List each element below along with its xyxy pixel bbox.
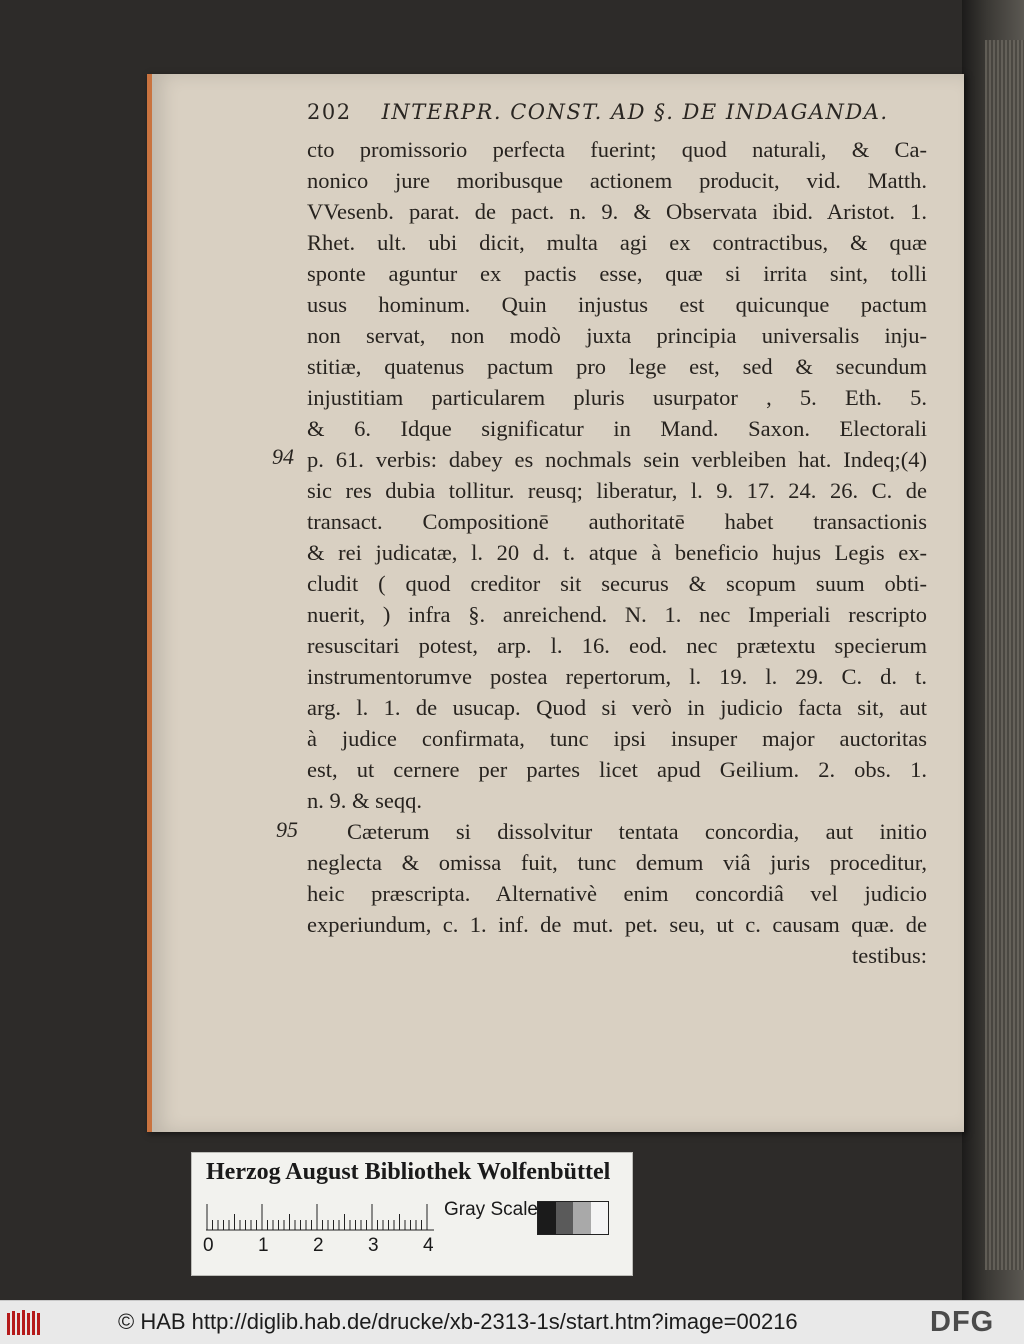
scale-color-card bbox=[191, 1152, 633, 1276]
gray-swatch bbox=[538, 1202, 556, 1234]
gray-swatch bbox=[573, 1202, 591, 1234]
text-line: est, ut cernere per partes licet apud Geilium. 2. obs. 1. bbox=[307, 757, 927, 782]
ruler-number: 4 bbox=[423, 1235, 434, 1256]
ruler-number: 0 bbox=[203, 1235, 214, 1256]
margin-number-95: 95 bbox=[276, 817, 298, 842]
ruler-number: 3 bbox=[368, 1235, 379, 1256]
text-line: p. 61. verbis: dabey es nochmals sein verbleiben hat. Indeq;(4) bbox=[307, 447, 927, 472]
text-line: sponte aguntur ex pactis esse, quæ si irrita sint, tolli bbox=[307, 261, 927, 286]
copyright-url: © HAB http://diglib.hab.de/drucke/xb-2313-1s/start.htm?image=00216 bbox=[118, 1309, 798, 1334]
body-text bbox=[307, 134, 927, 971]
gray-scale-label: Gray Scale bbox=[444, 1199, 538, 1220]
gray-swatch bbox=[591, 1202, 609, 1234]
text-line: nuerit, ) infra §. anreichend. N. 1. nec Imperiali rescripto bbox=[307, 602, 927, 627]
ruler bbox=[206, 1203, 436, 1231]
library-name: Herzog August Bibliothek Wolfenbüttel bbox=[206, 1159, 611, 1185]
ruler-number: 2 bbox=[313, 1235, 324, 1256]
text-line: transact. Compositionē authoritatē habet transactionis bbox=[307, 509, 927, 534]
viewer-footer bbox=[0, 1300, 1024, 1344]
text-line: nonico jure moribusque actionem producit, vid. Matth. bbox=[307, 168, 927, 193]
running-head-title: INTERPR. CONST. AD §. DE INDAGANDA. bbox=[381, 100, 889, 124]
text-line: instrumentorumve postea repertorum, l. 19. l. 29. C. d. t. bbox=[307, 664, 927, 689]
catchword: testibus: bbox=[851, 943, 927, 968]
dfg-logo: DFG bbox=[930, 1306, 995, 1338]
text-line: experiundum, c. 1. inf. de mut. pet. seu, ut c. causam quæ. de bbox=[307, 912, 927, 937]
margin-number-94: 94 bbox=[272, 444, 294, 469]
text-line: injustitiam particularem pluris usurpator , 5. Eth. 5. bbox=[307, 385, 927, 410]
text-line: stitiæ, quatenus pactum pro lege est, sed & secundum bbox=[307, 354, 927, 379]
text-line: resuscitari potest, arp. l. 16. eod. nec prætextu specierum bbox=[307, 633, 927, 658]
text-line: neglecta & omissa fuit, tunc demum viâ juris proceditur, bbox=[307, 850, 927, 875]
text-line: Cæterum si dissolvitur tentata concordia, aut initio bbox=[347, 819, 927, 844]
text-line: Rhet. ult. ubi dicit, multa agi ex contractibus, & quæ bbox=[307, 230, 927, 255]
text-line: heic præscripta. Alternativè enim concordiâ vel judicio bbox=[307, 881, 927, 906]
page-stack-edge bbox=[985, 40, 1024, 1270]
ruler-number: 1 bbox=[258, 1235, 269, 1256]
text-line: à judice confirmata, tunc ipsi insuper major auctoritas bbox=[307, 726, 927, 751]
text-line: non servat, non modò juxta principia universalis inju- bbox=[307, 323, 927, 348]
text-line: cto promissorio perfecta fuerint; quod naturali, & Ca- bbox=[307, 137, 927, 162]
running-head bbox=[307, 100, 889, 134]
text-line: VVesenb. parat. de pact. n. 9. & Observata ibid. Aristot. 1. bbox=[307, 199, 927, 224]
text-line: & rei judicatæ, l. 20 d. t. atque à beneficio hujus Legis ex- bbox=[307, 540, 927, 565]
gray-scale-swatches bbox=[537, 1201, 609, 1235]
text-line: arg. l. 1. de usucap. Quod si verò in judicio facta sit, aut bbox=[307, 695, 927, 720]
page-number: 202 bbox=[307, 100, 352, 124]
text-line: sic res dubia tollitur. reusq; liberatur, l. 9. 17. 24. 26. C. de bbox=[307, 478, 927, 503]
text-line: cludit ( quod creditor sit securus & scopum suum obti- bbox=[307, 571, 927, 596]
text-line: & 6. Idque significatur in Mand. Saxon. Electorali bbox=[307, 416, 927, 441]
text-line: usus hominum. Quin injustus est quicunque pactum bbox=[307, 292, 927, 317]
gray-swatch bbox=[556, 1202, 574, 1234]
hab-logo-icon bbox=[6, 1309, 44, 1337]
text-line: n. 9. & seqq. bbox=[307, 788, 422, 813]
